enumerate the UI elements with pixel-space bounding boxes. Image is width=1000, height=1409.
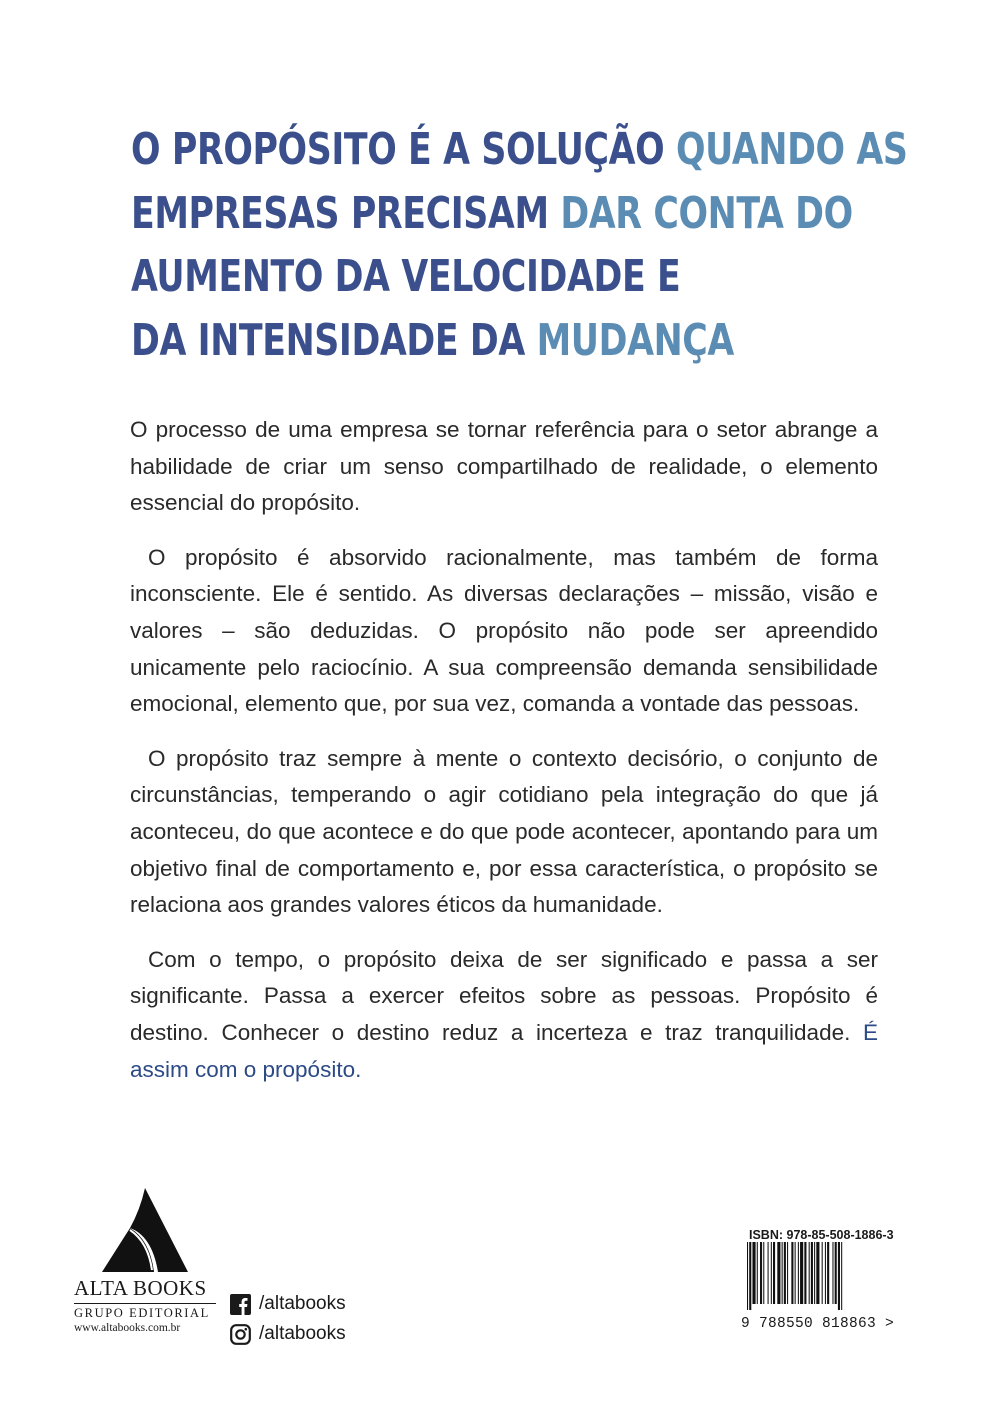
facebook-handle: /altabooks: [259, 1293, 346, 1314]
publisher-website[interactable]: www.altabooks.com.br: [74, 1322, 181, 1334]
headline-line: O PROPÓSITO É A SOLUÇÃO QUANDO AS: [131, 124, 908, 175]
paragraph-1: O processo de uma empresa se tornar referência para o setor abrange a habilidade de criar um senso compartilhado de realidade, o elemento essencial do propósito.: [130, 417, 878, 516]
headline-line: DA INTENSIDADE DA MUDANÇA: [131, 314, 734, 366]
facebook-icon: [229, 1293, 251, 1315]
instagram-handle: /altabooks: [259, 1323, 346, 1344]
barcode: [741, 1242, 901, 1310]
headline-line: AUMENTO DA VELOCIDADE E: [131, 251, 681, 302]
publisher-name: ALTA BOOKS: [74, 1276, 216, 1304]
triangle-logo-icon: [100, 1186, 190, 1274]
barcode-digits: 9 788550 818863 >: [741, 1316, 895, 1332]
barcode-block: [741, 1228, 909, 1332]
instagram-icon: [229, 1323, 251, 1345]
paragraph-4: [130, 942, 878, 1088]
isbn-label: ISBN: 978-85-508-1886-3: [749, 1228, 894, 1242]
body-text: [130, 412, 878, 1106]
paragraph-4-highlight: É assim com o propósito.: [130, 1019, 878, 1082]
paragraph-3: O propósito traz sempre à mente o contexto decisório, o conjunto de circunstâncias, temperando o agir cotidiano pela integração do que já aconteceu, do que acontece e do que pode acontecer, apontando para um objetivo final de comportamento e, por essa característica, o propósito se relaciona aos grandes valores éticos da humanidade.: [130, 745, 878, 918]
paragraph-2: O propósito é absorvido racionalmente, mas também de forma inconsciente. Ele é sentido. As diversas declarações – missão, visão e valores – são deduzidas. O propósito não pode ser apreendido unicamente pelo raciocínio. A sua compreensão demanda sensibilidade emocional, elemento que, por sua vez, comanda a vontade das pessoas.: [130, 544, 878, 717]
publisher-subtitle: GRUPO EDITORIAL: [74, 1306, 210, 1320]
facebook-link[interactable]: [229, 1289, 346, 1319]
headline: [131, 118, 908, 372]
social-links: [229, 1289, 346, 1349]
paragraph-4-main: Com o tempo, o propósito deixa de ser significado e passa a ser significante. Passa a exercer efeitos sobre as pessoas. Propósito é destino. Conhecer o destino reduz a incerteza e traz tranquilidade.: [130, 946, 878, 1045]
instagram-link[interactable]: [229, 1319, 346, 1349]
publisher-block: [74, 1186, 216, 1334]
headline-line: EMPRESAS PRECISAM DAR CONTA DO: [131, 187, 853, 239]
